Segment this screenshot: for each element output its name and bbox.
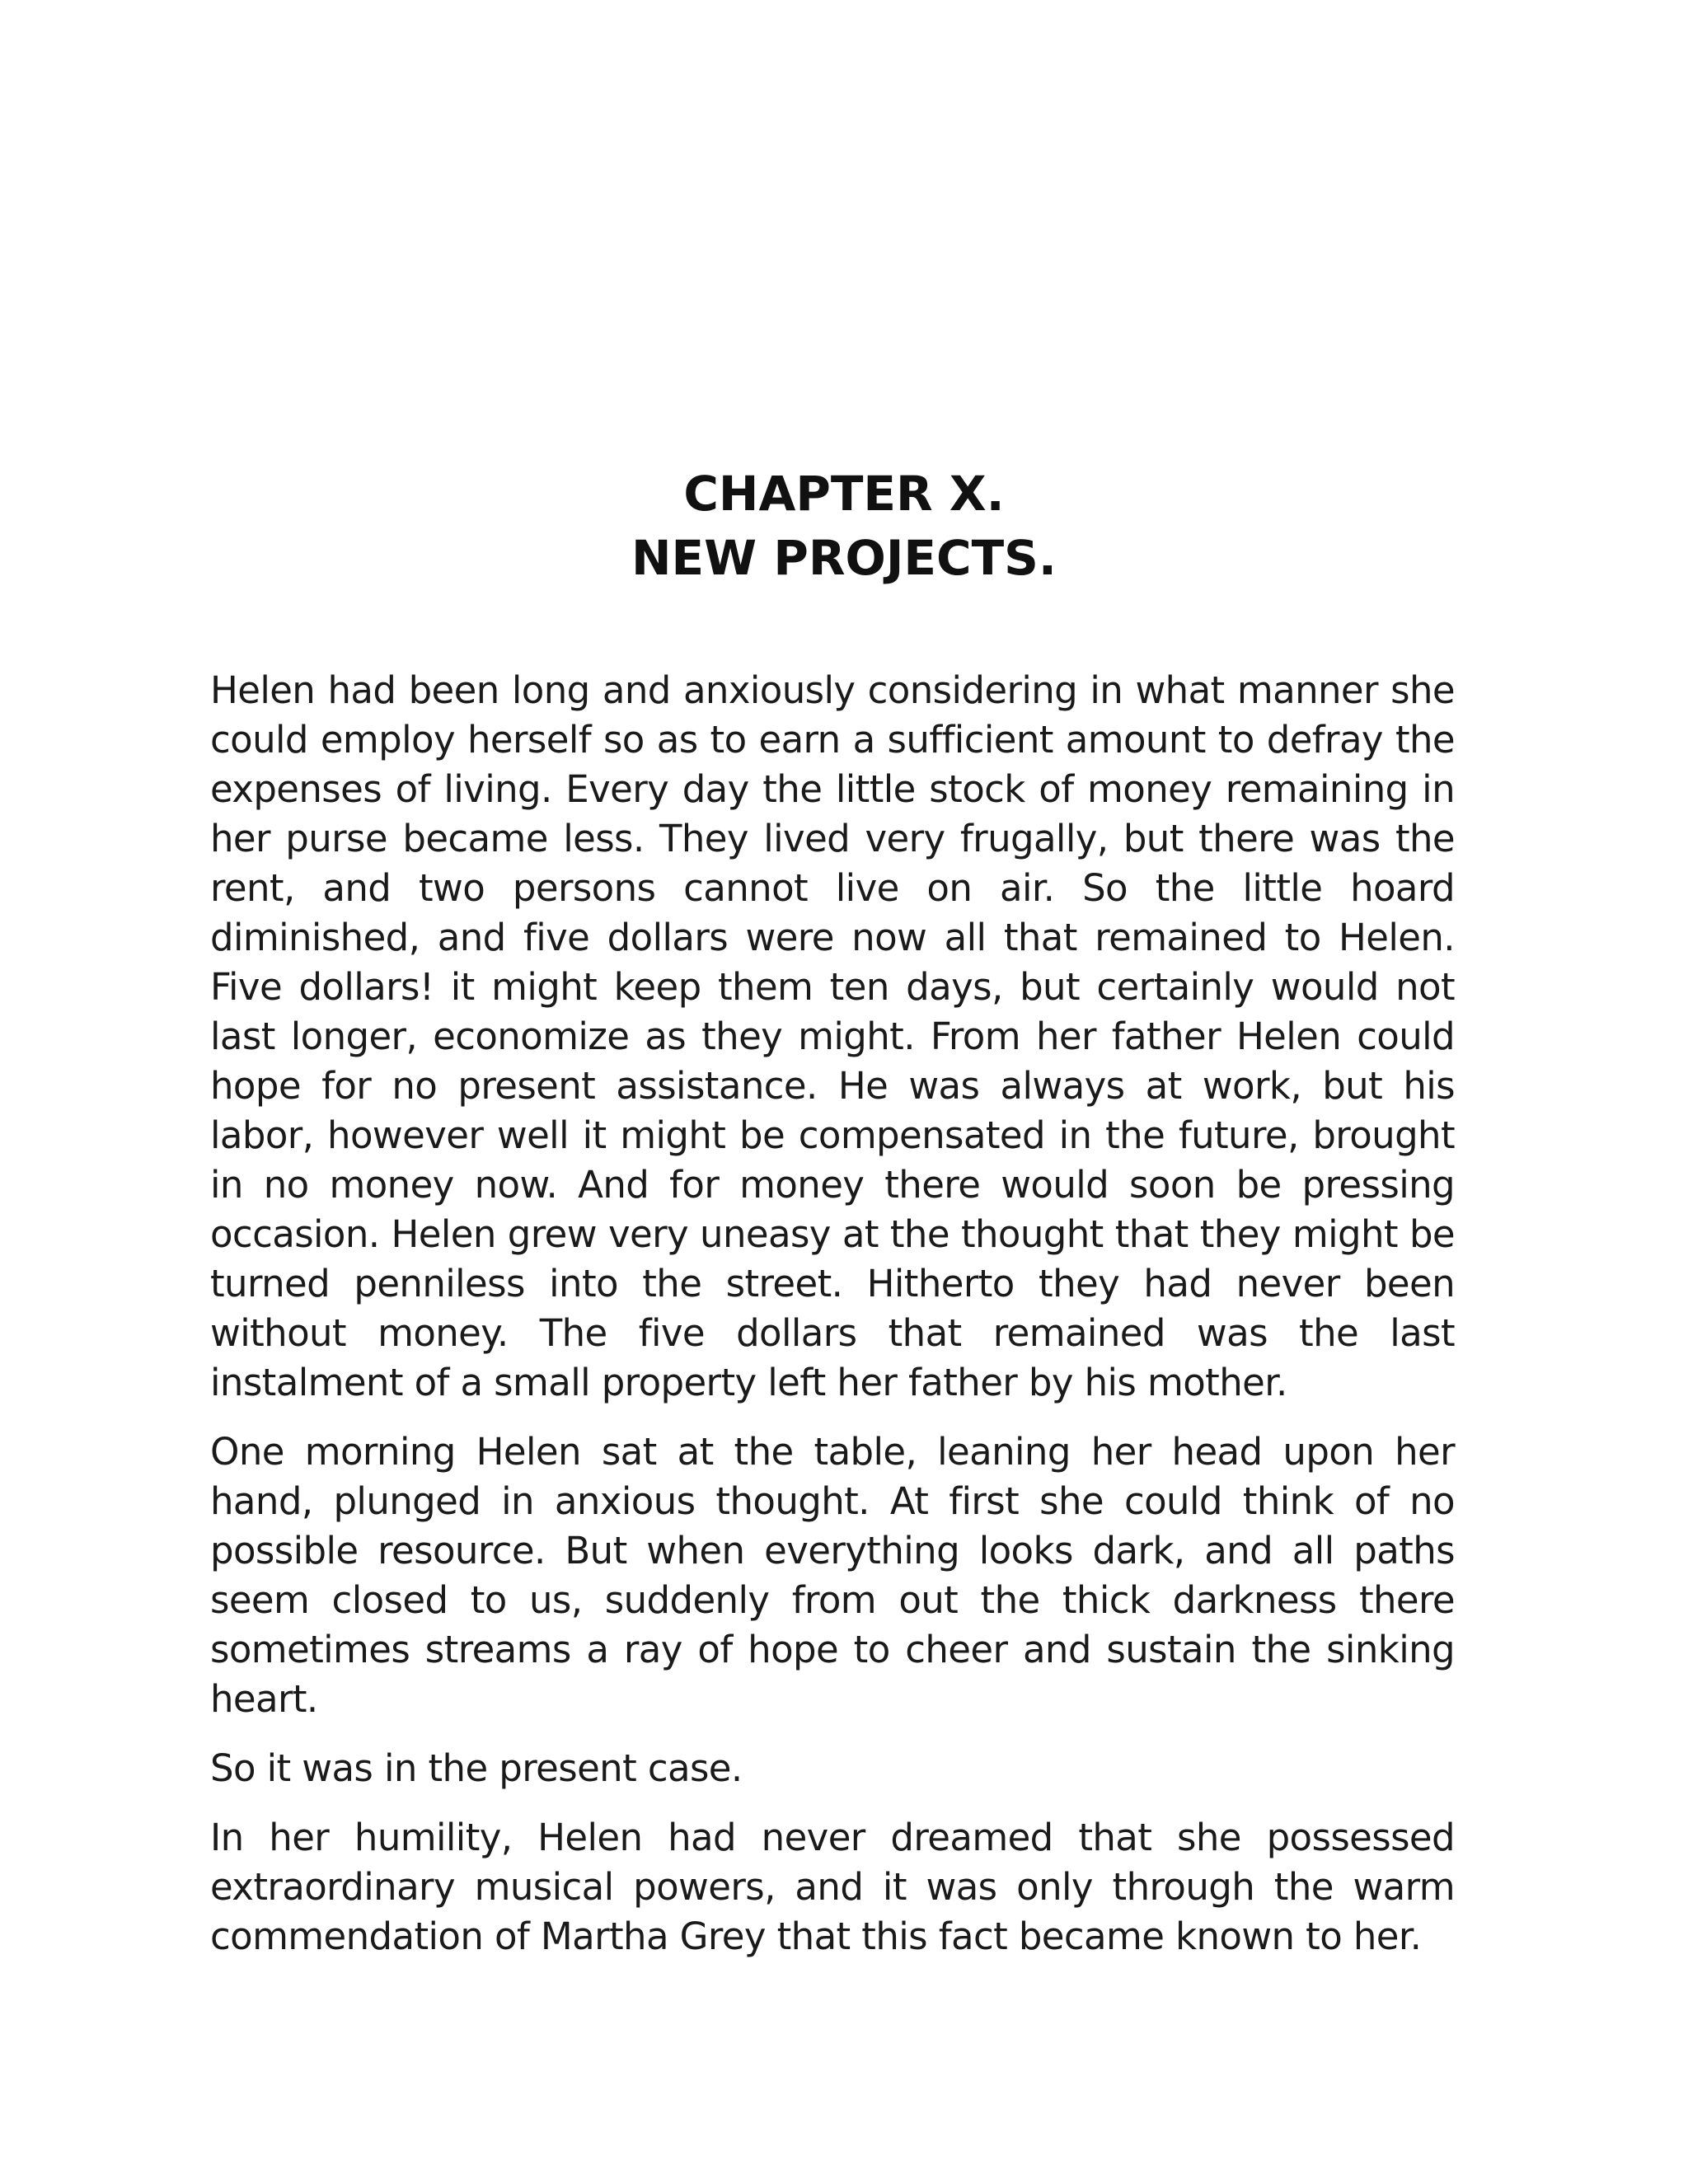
paragraph-4: In her humility, Helen had never dreamed that she possessed extraordinary musical powers, and it was only through the warm commendation of Martha Grey that this fact became known to her.	[210, 1816, 1455, 1958]
chapter-number: CHAPTER X.	[683, 466, 1005, 522]
chapter-title: NEW PROJECTS.	[631, 530, 1057, 586]
paragraph-1: Helen had been long and anxiously considering in what manner she could employ herself so as to earn a sufficient amount to defray the expenses of living. Every day the little stock of money remaining in her purse became less. They lived very frugally, but there was the rent, and two persons cannot live on air. So the little hoard diminished, and five dollars were now all that remained to Helen. Five dollars! it might keep them ten days, but certainly would not last longer, economize as they might. From her father Helen could hope for no present assistance. He was always at work, but his labor, however well it might be compensated in the future, brought in no money now. And for money there would soon be pressing occasion. Helen grew very uneasy at the thought that they might be turned penniless into the street. Hitherto they had never been without money. The five dollars that remained was the last instalment of a small property left her father by his mother.	[210, 668, 1455, 1404]
paragraph-3: So it was in the present case.	[210, 1746, 743, 1790]
paragraph-2: One morning Helen sat at the table, leaning her head upon her hand, plunged in anxious thought. At first she could think of no possible resource. But when everything looks dark, and all paths seem closed to us, suddenly from out the thick darkness there sometimes streams a ray of hope to cheer and sustain the sinking heart.	[210, 1430, 1455, 1721]
chapter-body	[210, 666, 1455, 1981]
chapter-heading	[0, 462, 1688, 590]
